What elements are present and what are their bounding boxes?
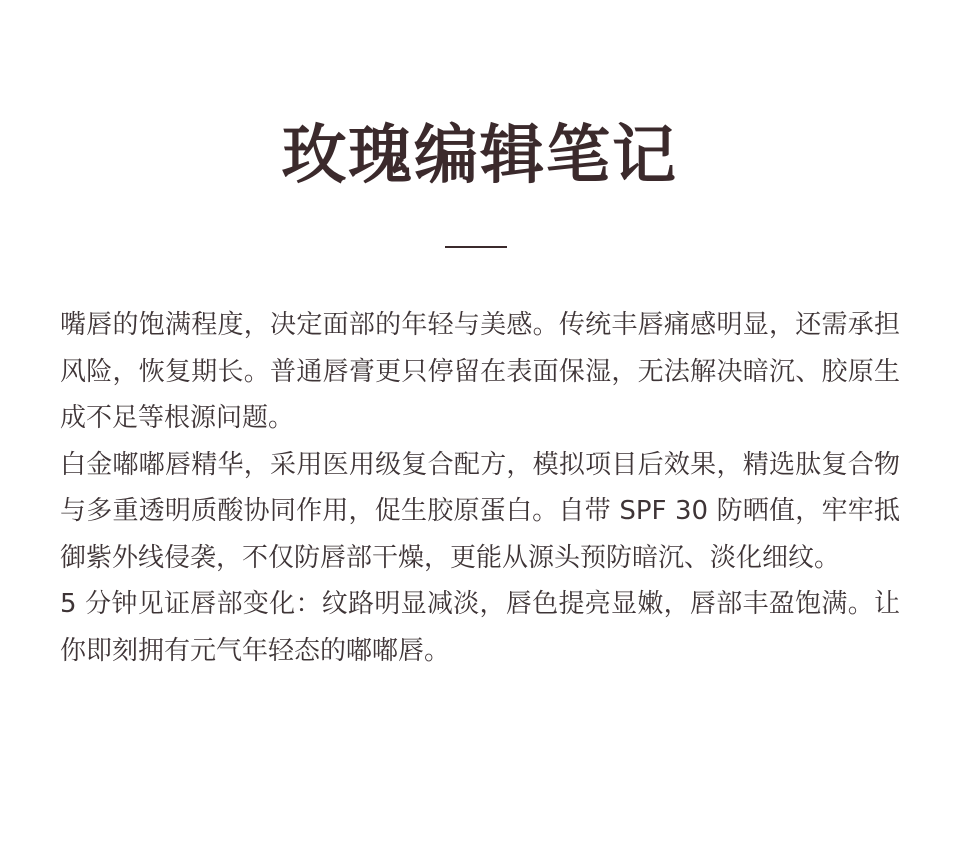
paragraph-intro: 嘴唇的饱满程度，决定面部的年轻与美感。传统丰唇痛感明显，还需承担风险，恢复期长。普通唇膏更只停留在表面保湿，无法解决暗沉、胶原生成不足等根源问题。 [60,310,900,433]
article-title: 玫瑰编辑笔记 [282,118,678,193]
title-divider [445,246,507,248]
article-body [60,302,900,674]
paragraph-product: 白金嘟嘟唇精华，采用医用级复合配方，模拟项目后效果，精选肽复合物与多重透明质酸协同作用，促生胶原蛋白。自带 SPF 30 防晒值，牢牢抵御紫外线侵袭，不仅防唇部干燥，更能从源头预防暗沉、淡化细纹。 [60,449,900,573]
paragraph-results: 5 分钟见证唇部变化：纹路明显减淡，唇色提亮显嫩，唇部丰盈饱满。让你即刻拥有元气年轻态的嘟嘟唇。 [60,589,900,666]
